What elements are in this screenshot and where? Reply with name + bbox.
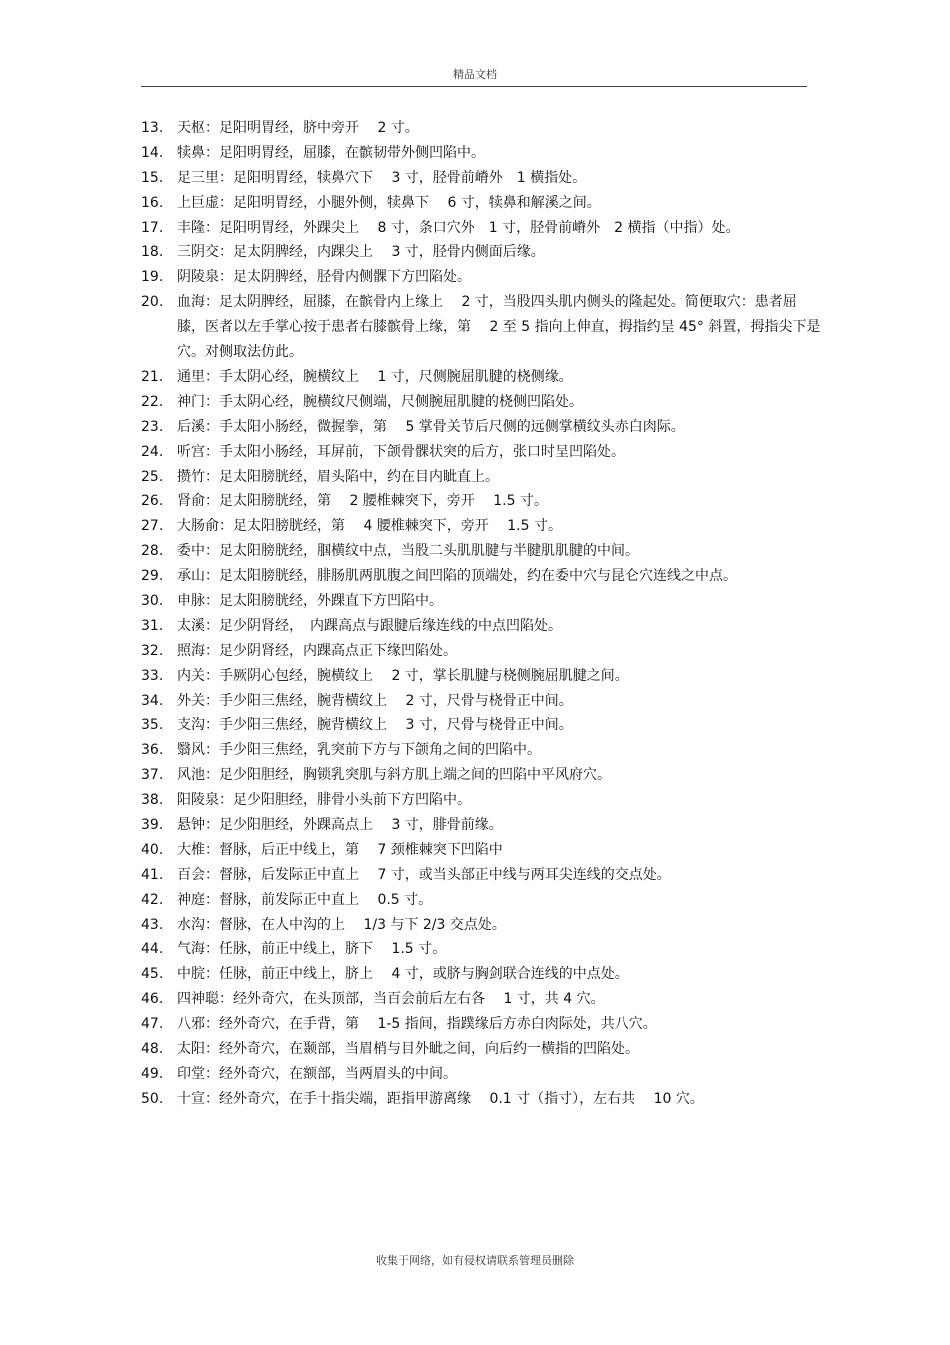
list-item [141,1012,821,1037]
item-number: 35. [141,717,164,734]
list-item [141,813,821,838]
item-text: 阴陵泉：足太阴脾经，胫骨内侧髁下方凹陷处。 [177,269,471,286]
item-number: 29. [141,568,164,585]
list-item [141,116,821,141]
item-text: 足三里：足阳明胃经，犊鼻穴下 3 寸，胫骨前嵴外 1 横指处。 [177,169,587,186]
item-number: 42. [141,891,164,908]
list-item [141,415,821,440]
list-item [141,888,821,913]
item-number: 26. [141,493,164,510]
list-item [141,191,821,216]
list-item [141,564,821,589]
item-number: 46. [141,991,164,1008]
list-item [141,689,821,714]
page-footer: 收集于网络，如有侵权请联系管理员删除 [376,1254,574,1267]
item-number: 48. [141,1041,164,1058]
item-text: 照海：足少阴肾经，内踝高点正下缘凹陷处。 [177,642,457,659]
item-text: 内关：手厥阴心包经，腕横纹上 2 寸，掌长肌腱与桡侧腕屈肌腱之间。 [177,667,629,684]
list-item [141,440,821,465]
item-text: 上巨虚：足阳明胃经，小腿外侧，犊鼻下 6 寸，犊鼻和解溪之间。 [177,194,601,211]
list-item [141,539,821,564]
item-number: 25. [141,468,164,485]
item-text: 十宣：经外奇穴，在手十指尖端，距指甲游离缘 0.1 寸（指寸），左右共 10 穴。 [177,1090,704,1107]
item-text: 百会：督脉，后发际正中直上 7 寸，或当头部正中线与两耳尖连线的交点处。 [177,866,671,883]
item-number: 45. [141,966,164,983]
item-text: 水沟：督脉，在人中沟的上 1/3 与下 2/3 交点处。 [177,916,506,933]
item-number: 37. [141,767,164,784]
list-item [141,913,821,938]
item-number: 28. [141,543,164,560]
item-number: 18. [141,244,164,261]
item-number: 43. [141,916,164,933]
item-number: 39. [141,817,164,833]
item-text: 四神聪：经外奇穴，在头顶部，当百会前后左右各 1 寸，共 4 穴。 [177,991,605,1008]
item-text: 悬钟：足少阳胆经，外踝高点上 3 寸，腓骨前缘。 [177,817,503,833]
item-text: 肾俞：足太阳膀胱经，第 2 腰椎棘突下，旁开 1.5 寸。 [177,493,548,510]
item-number: 21. [141,368,164,385]
item-number: 36. [141,742,164,759]
item-text: 大肠俞：足太阳膀胱经，第 4 腰椎棘突下，旁开 1.5 寸。 [177,518,562,535]
item-number: 17. [141,219,164,236]
item-number: 14. [141,144,164,161]
list-item [141,987,821,1012]
item-number: 33. [141,667,164,684]
list-item [141,763,821,788]
item-text: 大椎：督脉，后正中线上，第 7 颈椎棘突下凹陷中 [177,841,503,858]
item-text: 神庭：督脉，前发际正中直上 0.5 寸。 [177,891,433,908]
list-item [141,838,821,863]
list-item [141,738,821,763]
item-number: 22. [141,393,164,410]
list-item [141,1087,821,1112]
item-text: 攒竹：足太阳膀胱经，眉头陷中，约在目内眦直上。 [177,468,499,485]
item-text: 印堂：经外奇穴，在额部，当两眉头的中间。 [177,1065,457,1082]
item-number: 38. [141,792,164,809]
item-text: 神门：手太阴心经，腕横纹尺侧端，尺侧腕屈肌腱的桡侧凹陷处。 [177,393,583,410]
item-text: 委中：足太阳膀胱经，腘横纹中点，当股二头肌肌腱与半腱肌肌腱的中间。 [177,543,639,560]
item-text: 阳陵泉：足少阳胆经，腓骨小头前下方凹陷中。 [177,792,471,809]
list-item [141,1062,821,1087]
item-text: 犊鼻：足阳明胃经，屈膝，在髌韧带外侧凹陷中。 [177,144,485,161]
list-item [141,962,821,987]
item-text: 气海：任脉，前正中线上，脐下 1.5 寸。 [177,941,447,958]
item-text: 天枢：足阳明胃经，脐中旁开 2 寸。 [177,120,419,136]
item-number: 49. [141,1065,164,1082]
item-number: 13. [141,120,164,136]
item-number: 24. [141,443,164,460]
header-divider [141,86,807,87]
item-text: 外关：手少阳三焦经，腕背横纹上 2 寸，尺骨与桡骨正中间。 [177,692,573,709]
item-text: 太阳：经外奇穴，在颞部，当眉梢与目外眦之间，向后约一横指的凹陷处。 [177,1041,639,1058]
item-text: 三阴交：足太阴脾经，内踝尖上 3 寸，胫骨内侧面后缘。 [177,244,545,261]
item-number: 47. [141,1016,164,1033]
list-item [141,265,821,290]
item-text: 太溪：足少阴肾经， 内踝高点与跟腱后缘连线的中点凹陷处。 [177,617,562,634]
item-text: 风池：足少阳胆经，胸锁乳突肌与斜方肌上端之间的凹陷中平风府穴。 [177,767,611,784]
list-item [141,390,821,415]
list-item [141,589,821,614]
list-item [141,664,821,689]
item-number: 16. [141,194,164,211]
page-header: 精品文档 [453,68,497,81]
item-text: 支沟：手少阳三焦经，腕背横纹上 3 寸，尺骨与桡骨正中间。 [177,717,573,734]
item-text: 承山：足太阳膀胱经，腓肠肌两肌腹之间凹陷的顶端处，约在委中穴与昆仑穴连线之中点。 [177,568,737,585]
list-item [141,216,821,241]
item-text: 丰隆：足阳明胃经，外踝尖上 8 寸，条口穴外 1 寸，胫骨前嵴外 2 横指（中指）处。 [177,219,740,236]
list-item [141,639,821,664]
list-item [141,365,821,390]
item-text: 翳风：手少阳三焦经，乳突前下方与下颌角之间的凹陷中。 [177,742,541,759]
list-item [141,489,821,514]
list-item [141,863,821,888]
item-number: 20. [141,294,164,311]
list-item [141,290,821,365]
item-number: 40. [141,841,164,858]
acupoint-list [141,116,821,1112]
item-text: 申脉：足太阳膀胱经，外踝直下方凹陷中。 [177,592,443,609]
list-item [141,465,821,490]
item-number: 19. [141,269,164,286]
item-number: 32. [141,642,164,659]
item-number: 34. [141,692,164,709]
list-item [141,166,821,191]
item-number: 50. [141,1090,164,1107]
item-text: 八邪：经外奇穴，在手背，第 1-5 指间，指蹼缘后方赤白肉际处，共八穴。 [177,1016,657,1033]
item-number: 23. [141,418,164,435]
list-item [141,788,821,813]
list-item [141,141,821,166]
item-number: 27. [141,518,164,535]
item-number: 30. [141,592,164,609]
item-number: 31. [141,617,164,634]
list-item [141,937,821,962]
item-number: 15. [141,169,164,186]
item-number: 41. [141,866,164,883]
list-item [141,713,821,738]
list-item [141,240,821,265]
item-text: 后溪：手太阳小肠经，微握拳，第 5 掌骨关节后尺侧的远侧掌横纹头赤白肉际。 [177,418,685,435]
list-item [141,614,821,639]
item-number: 44. [141,941,164,958]
item-text: 血海：足太阴脾经，屈膝，在髌骨内上缘上 2 寸，当股四头肌内侧头的隆起处。简便取穴：患者屈膝，医者以左手掌心按于患者右膝髌骨上缘，第 2 至 5 指向上伸直，拇指约呈 45° 斜置，拇指尖下是穴。对侧取法仿此。 [177,294,821,361]
item-text: 通里：手太阴心经，腕横纹上 1 寸，尺侧腕屈肌腱的桡侧缘。 [177,368,573,385]
list-item [141,1037,821,1062]
item-text: 听宫：手太阳小肠经，耳屏前，下颌骨髁状突的后方，张口时呈凹陷处。 [177,443,625,460]
list-item [141,514,821,539]
item-text: 中脘：任脉，前正中线上，脐上 4 寸，或脐与胸剑联合连线的中点处。 [177,966,629,983]
